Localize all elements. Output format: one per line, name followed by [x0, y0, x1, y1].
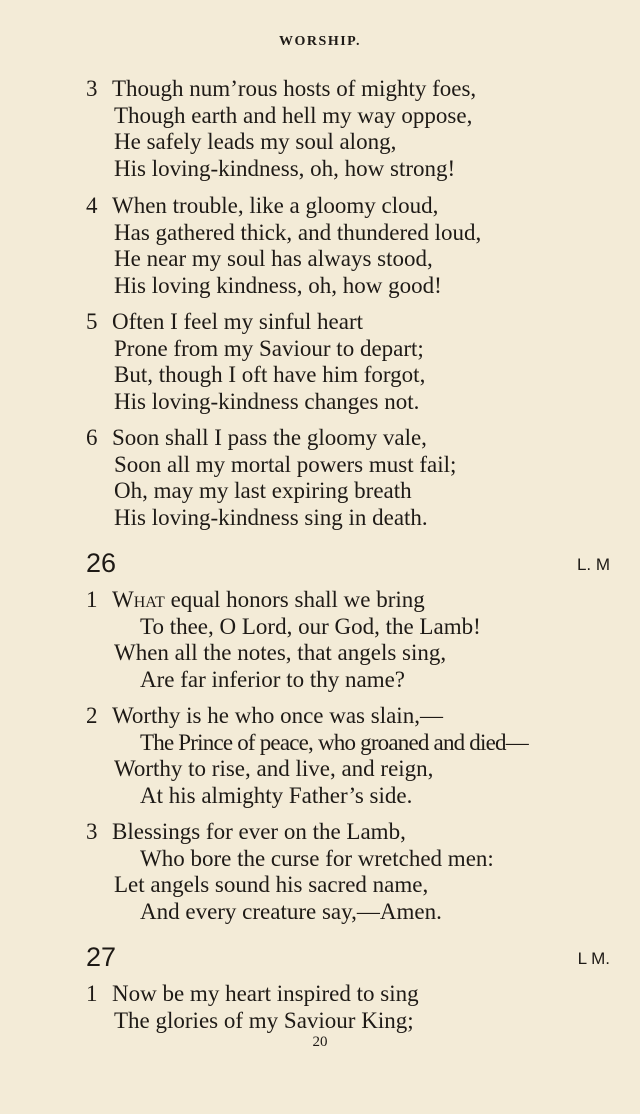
verse-line: Oh, may my last expiring breath [114, 478, 412, 504]
verse-line: 1 What equal honors shall we bring [86, 587, 425, 612]
verse-line: 2 Worthy is he who once was slain,— [86, 703, 443, 728]
hymn-heading [86, 546, 610, 580]
verse-line: Who bore the curse for wretched men: [140, 845, 494, 871]
verse-number: 5 [86, 309, 98, 334]
verse-number: 2 [86, 703, 98, 728]
hymn-number: 26 [86, 548, 117, 578]
stanza [86, 309, 425, 415]
verse-line: The Prince of peace, who groaned and died— [140, 729, 528, 755]
verse-line: But, though I oft have him forgot, [114, 362, 426, 388]
verse-line: Has gathered thick, and thundered loud, [114, 219, 482, 245]
verse-number: 3 [86, 819, 98, 844]
verse-line: To thee, O Lord, our God, the Lamb! [140, 613, 481, 639]
stanza [86, 193, 481, 299]
stanza [86, 981, 419, 1034]
verse-line: Are far inferior to thy name? [140, 666, 406, 692]
verse-line: 3 Blessings for ever on the Lamb, [86, 819, 406, 844]
first-word: What [112, 587, 165, 612]
hymn-meter: L. M [576, 555, 610, 574]
hymn-meter: L M. [577, 949, 610, 968]
verse-line: Prone from my Saviour to depart; [114, 335, 424, 361]
verse-line: 5 Often I feel my sinful heart [86, 309, 363, 334]
verse-line: His loving-kindness sing in death. [114, 504, 428, 530]
verse-line: His loving-kindness, oh, how strong! [114, 155, 456, 181]
page-number: 20 [312, 1034, 328, 1050]
stanza [86, 819, 494, 925]
verse-number: 3 [86, 76, 98, 101]
verse-line: Let angels sound his sacred name, [114, 872, 429, 898]
verse-line: Worthy to rise, and live, and reign, [114, 756, 434, 782]
verse-line: His loving kindness, oh, how good! [114, 272, 442, 298]
verse-number: 4 [86, 193, 98, 218]
verse-number: 6 [86, 425, 98, 450]
verse-line: The glories of my Saviour King; [114, 1007, 414, 1033]
stanza [86, 703, 528, 809]
verse-line: His loving-kindness changes not. [114, 388, 420, 414]
verse-number: 1 [86, 587, 98, 612]
verse-line: At his almighty Father’s side. [140, 782, 413, 808]
hymn-number: 27 [86, 942, 117, 972]
stanza [86, 425, 456, 531]
hymn-heading [86, 940, 610, 974]
stanza [86, 587, 481, 693]
verse-line: 6 Soon shall I pass the gloomy vale, [86, 425, 427, 450]
verse-line: Though earth and hell my way oppose, [114, 102, 473, 128]
verse-number: 1 [86, 981, 98, 1006]
verse-line: 3 Though num’rous hosts of mighty foes, [86, 76, 477, 101]
verse-line: Soon all my mortal powers must fail; [114, 451, 457, 477]
verse-line: And every creature say,—Amen. [140, 898, 442, 924]
verse-line: He near my soul has always stood, [114, 246, 433, 272]
verse-line: 4 When trouble, like a gloomy cloud, [86, 193, 439, 218]
verse-line: He safely leads my soul along, [114, 129, 397, 155]
stanza [86, 76, 476, 182]
verse-line: When all the notes, that angels sing, [114, 640, 447, 666]
running-header: WORSHIP. [279, 34, 361, 49]
verse-line: 1 Now be my heart inspired to sing [86, 981, 419, 1006]
